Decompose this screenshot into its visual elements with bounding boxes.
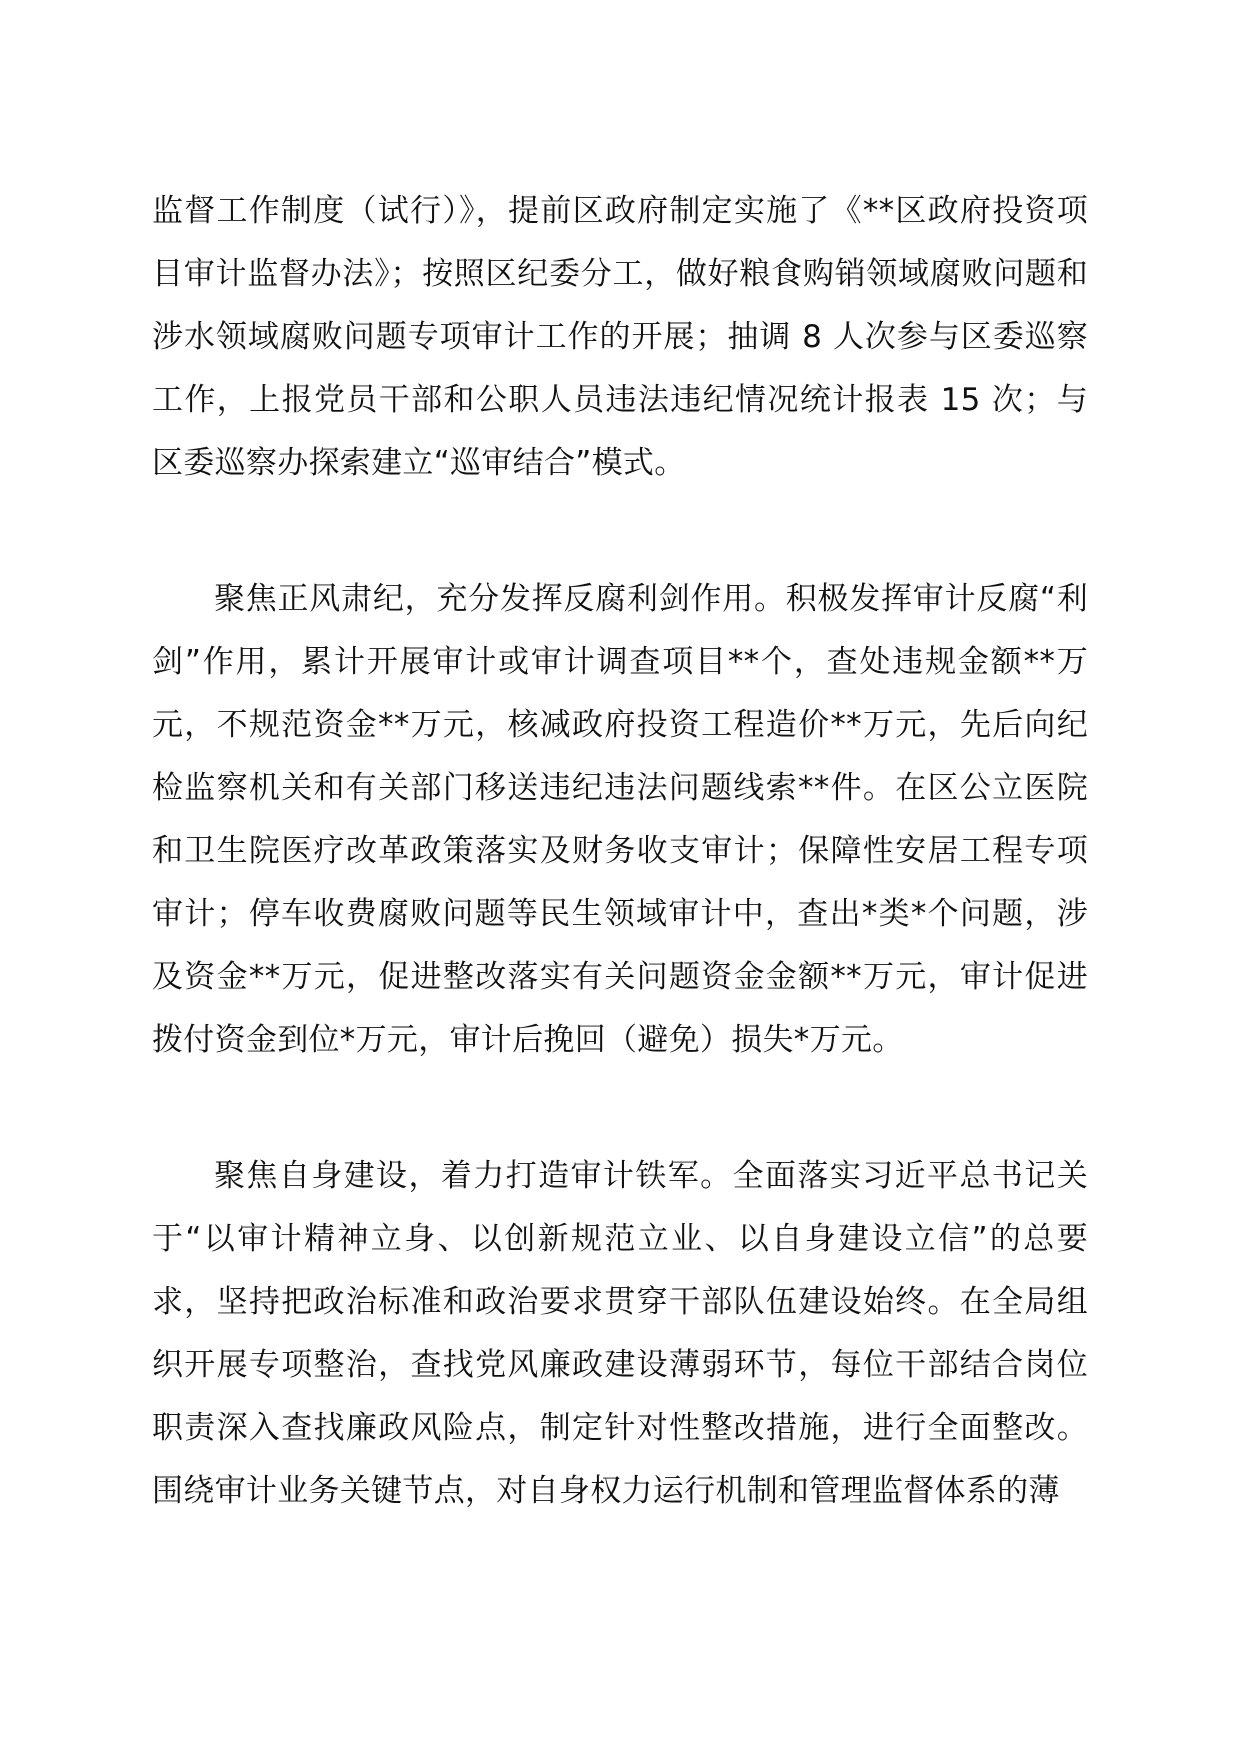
paragraph-self-construction xyxy=(152,1145,1088,1523)
paragraph-text: 聚焦自身建设，着力打造审计铁军。全面落实习近平总书记关于“以审计精神立身、以创新规范立业、以自身建设立信”的总要求，坚持把政治标准和政治要求贯穿干部队伍建设始终。在全局组织开展专项整治，查找党风廉政建设薄弱环节，每位干部结合岗位职责深入查找廉政风险点，制定针对性整改措施，进行全面整改。围绕审计业务关键节点，对自身权力运行机制和管理监督体系的薄 xyxy=(152,1158,1088,1509)
paragraph-text: 监督工作制度（试行）》，提前区政府制定实施了《**区政府投资项目审计监督办法》；按照区纪委分工，做好粮食购销领域腐败问题和涉水领域腐败问题专项审计工作的开展；抽调 8 人次参与区委巡察工作，上报党员干部和公职人员违法违纪情况统计报表 15 次；与区委巡察办探索建立“巡审结合”模式。 xyxy=(152,193,1088,481)
paragraph-oversight-system xyxy=(152,180,1088,495)
paragraph-text: 聚焦正风肃纪，充分发挥反腐利剑作用。积极发挥审计反腐“利剑”作用，累计开展审计或审计调查项目**个，查处违规金额**万元，不规范资金**万元，核减政府投资工程造价**万元，先后向纪检监察机关和有关部门移送违纪违法问题线索**件。在区公立医院和卫生院医疗改革政策落实及财务收支审计；保障性安居工程专项审计；停车收费腐败问题等民生领域审计中，查出*类*个问题，涉及资金**万元，促进整改落实有关问题资金金额**万元，审计促进拨付资金到位*万元，审计后挽回（避免）损失*万元。 xyxy=(152,581,1088,1058)
paragraph-anti-corruption xyxy=(152,568,1088,1072)
